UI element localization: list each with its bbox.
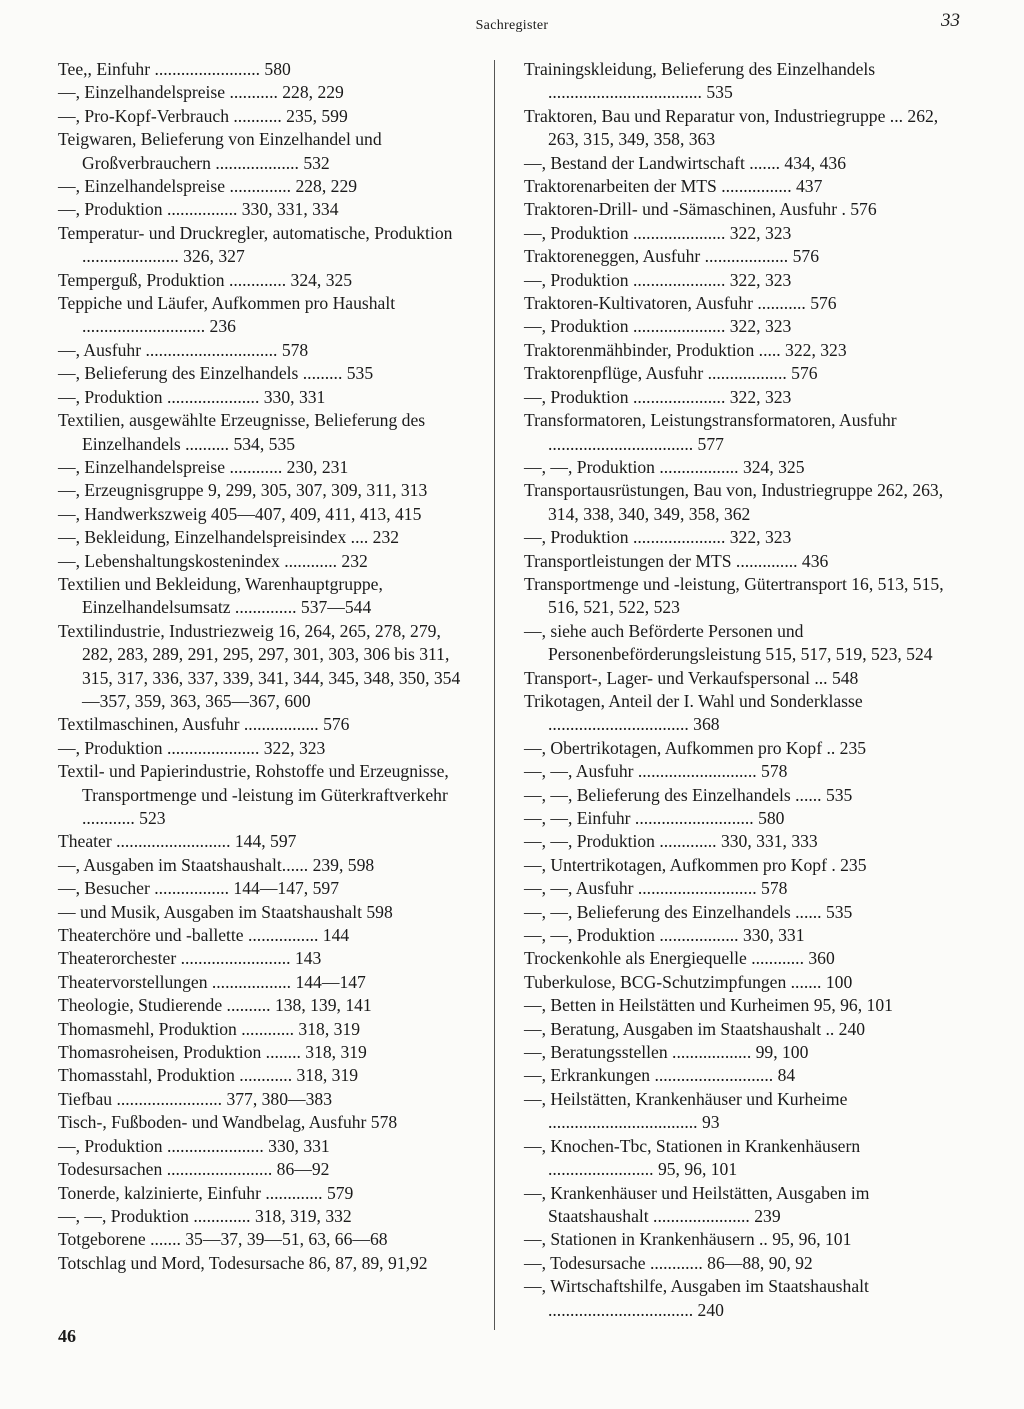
index-entry: —, siehe auch Beförderte Personen und Personenbeförderungsleistung 515, 517, 519, 523, 524: [524, 620, 933, 665]
index-entry: —, Produktion ..................... 322, 323: [524, 316, 792, 337]
index-entry: Thomasstahl, Produktion ............ 318, 319: [58, 1065, 359, 1086]
index-entry: Transport-, Lager- und Verkaufspersonal ... 548: [524, 667, 859, 688]
index-entry: —, Bestand der Landwirtschaft ....... 434, 436: [524, 152, 846, 173]
index-entry: Trockenkohle als Energiequelle ............ 360: [524, 948, 835, 969]
index-entry: Trainingskleidung, Belieferung des Einzelhandels ................................... 535: [524, 59, 876, 103]
index-entry: Theologie, Studierende .......... 138, 139, 141: [58, 995, 372, 1016]
index-entry: Totschlag und Mord, Todesursache 86, 87, 89, 91,92: [58, 1252, 428, 1273]
index-entry: Transformatoren, Leistungstransformatoren, Ausfuhr ................................. 577: [524, 410, 897, 454]
index-entry: —, Wirtschaftshilfe, Ausgaben im Staatshaushalt ................................. 240: [524, 1276, 869, 1320]
index-entry: —, Knochen-Tbc, Stationen in Krankenhäusern ........................ 95, 96, 101: [524, 1135, 861, 1180]
signature-mark: 46: [58, 1326, 76, 1346]
page-number: 33: [941, 10, 960, 31]
index-entry: —, Produktion ...................... 330, 331: [58, 1135, 330, 1156]
index-entry: —, Krankenhäuser und Heilstätten, Ausgaben im Staatshaushalt ...................... 239: [524, 1182, 870, 1226]
index-entry: —, Belieferung des Einzelhandels ......... 535: [58, 363, 374, 384]
index-entry: Theaterorchester ......................... 143: [58, 948, 322, 969]
index-entry: —, Handwerkszweig 405—407, 409, 411, 413, 415: [58, 503, 422, 524]
index-entry: Traktoreneggen, Ausfuhr ................... 576: [524, 246, 819, 267]
index-entry: —, Beratung, Ausgaben im Staatshaushalt .. 240: [524, 1018, 866, 1039]
index-entry: Tuberkulose, BCG-Schutzimpfungen ....... 100: [524, 971, 853, 992]
index-entry: Transportleistungen der MTS .............. 436: [524, 550, 829, 571]
index-entry: —, Besucher ................. 144—147, 597: [58, 878, 339, 899]
index-entry: Teigwaren, Belieferung von Einzelhandel und Großverbrauchern ................... 532: [58, 129, 382, 173]
index-entry: Traktorenpflüge, Ausfuhr .................. 576: [524, 363, 818, 384]
index-entry: Textilmaschinen, Ausfuhr ................. 576: [58, 714, 350, 735]
index-entry: —, Erkrankungen ........................... 84: [524, 1065, 796, 1086]
index-entry: —, Einzelhandelspreise ........... 228, 229: [58, 82, 344, 103]
index-entry: —, Ausfuhr .............................. 578: [58, 339, 309, 360]
index-entry: Temperatur- und Druckregler, automatische, Produktion ...................... 326, 327: [58, 222, 453, 267]
index-entry: Todesursachen ........................ 86—92: [58, 1159, 330, 1180]
index-entry: Tee,, Einfuhr ........................ 580: [58, 59, 291, 79]
index-entry: —, Einzelhandelspreise .............. 228, 229: [58, 176, 358, 197]
index-entry: Textilien und Bekleidung, Warenhauptgruppe, Einzelhandelsumsatz .............. 537—544: [58, 573, 383, 618]
index-entry: Theaterchöre und -ballette ................ 144: [58, 925, 350, 946]
index-entry: Thomasroheisen, Produktion ........ 318, 319: [58, 1042, 367, 1063]
index-entry: — und Musik, Ausgaben im Staatshaushalt 598: [58, 901, 393, 922]
index-entry: Transportmenge und -leistung, Gütertransport 16, 513, 515, 516, 521, 522, 523: [524, 573, 944, 618]
index-entry: Textilindustrie, Industriezweig 16, 264, 265, 278, 279, 282, 283, 289, 291, 295, 297, 301, 303, 306 bis 311, 315, 317, 336, 337, 339, 341, 344, 345, 348, 350, 354—357, 359, 363, 365—367, 600: [58, 620, 461, 711]
index-entry: Tisch-, Fußboden- und Wandbelag, Ausfuhr 578: [58, 1112, 398, 1133]
index-entry: —, —, Ausfuhr ........................... 578: [524, 878, 788, 899]
index-entry: Textilien, ausgewählte Erzeugnisse, Belieferung des Einzelhandels .......... 534, 535: [58, 410, 426, 454]
index-entry: —, Einzelhandelspreise ............ 230, 231: [58, 456, 349, 477]
index-entry: Totgeborene ....... 35—37, 39—51, 63, 66—68: [58, 1229, 388, 1250]
index-entry: —, Beratungsstellen .................. 99, 100: [524, 1042, 809, 1063]
index-entry: —, —, Produktion ............. 318, 319, 332: [58, 1205, 352, 1226]
index-entry: Tonerde, kalzinierte, Einfuhr ............. 579: [58, 1182, 354, 1203]
index-entry: Theater .......................... 144, 597: [58, 831, 297, 852]
index-entry: Traktorenmähbinder, Produktion ..... 322, 323: [524, 339, 847, 360]
index-entry: Temperguß, Produktion ............. 324, 325: [58, 269, 353, 290]
column-divider: [494, 60, 495, 1330]
index-entry: Trikotagen, Anteil der I. Wahl und Sonderklasse ................................ 368: [524, 690, 863, 735]
running-title: Sachregister: [475, 18, 549, 33]
index-column-right: [524, 58, 958, 1322]
index-entry: —, Pro-Kopf-Verbrauch ........... 235, 599: [58, 105, 348, 126]
index-entry: —, —, Produktion .................. 324, 325: [524, 456, 805, 477]
index-entry: —, Erzeugnisgruppe 9, 299, 305, 307, 309, 311, 313: [58, 480, 428, 501]
index-entry: —, —, Belieferung des Einzelhandels ...... 535: [524, 901, 853, 922]
index-entry: Traktoren-Drill- und -Sämaschinen, Ausfuhr . 576: [524, 199, 877, 220]
index-entry: —, —, Produktion ............. 330, 331, 333: [524, 831, 818, 852]
index-entry: —, Produktion ..................... 330, 331: [58, 386, 326, 407]
index-entry: Textil- und Papierindustrie, Rohstoffe und Erzeugnisse, Transportmenge und -leistung im Güterkraftverkehr ............ 523: [58, 761, 449, 828]
index-entry: —, Betten in Heilstätten und Kurheimen 95, 96, 101: [524, 995, 893, 1016]
index-entry: —, Produktion ..................... 322, 323: [524, 222, 792, 243]
index-entry: —, Produktion ..................... 322, 323: [58, 737, 326, 758]
index-entry: Tiefbau ........................ 377, 380—383: [58, 1088, 333, 1109]
index-entry: —, Lebenshaltungskostenindex ............ 232: [58, 550, 368, 571]
index-column-left: [58, 58, 476, 1275]
index-entry: —, Produktion ..................... 322, 323: [524, 269, 792, 290]
index-entry: Traktoren, Bau und Reparatur von, Industriegruppe ... 262, 263, 315, 349, 358, 363: [524, 105, 939, 150]
index-entry: —, Produktion ..................... 322, 323: [524, 386, 792, 407]
index-entry: —, —, Ausfuhr ........................... 578: [524, 761, 788, 782]
index-entry: —, —, Belieferung des Einzelhandels ...... 535: [524, 784, 853, 805]
index-entry: Transportausrüstungen, Bau von, Industriegruppe 262, 263, 314, 338, 340, 349, 358, 362: [524, 480, 944, 524]
index-entry: —, Obertrikotagen, Aufkommen pro Kopf .. 235: [524, 737, 867, 758]
index-entry: Traktoren-Kultivatoren, Ausfuhr ........... 576: [524, 293, 837, 314]
index-entry: Traktorenarbeiten der MTS ................ 437: [524, 176, 823, 197]
index-entry: —, —, Einfuhr ........................... 580: [524, 808, 785, 828]
index-entry: —, Stationen in Krankenhäusern .. 95, 96, 101: [524, 1229, 852, 1250]
index-entry: —, Todesursache ............ 86—88, 90, 92: [524, 1252, 813, 1273]
index-entry: —, Bekleidung, Einzelhandelspreisindex .... 232: [58, 527, 400, 548]
index-entry: Teppiche und Läufer, Aufkommen pro Haushalt ............................ 236: [58, 293, 396, 337]
index-entry: —, Untertrikotagen, Aufkommen pro Kopf . 235: [524, 854, 867, 875]
index-entry: Thomasmehl, Produktion ............ 318, 319: [58, 1018, 361, 1039]
index-entry: —, Ausgaben im Staatshaushalt...... 239, 598: [58, 854, 375, 875]
index-entry: —, —, Produktion .................. 330, 331: [524, 925, 805, 946]
index-entry: —, Heilstätten, Krankenhäuser und Kurheime .................................. 93: [524, 1088, 848, 1133]
index-entry: —, Produktion ................ 330, 331, 334: [58, 199, 339, 220]
index-entry: Theatervorstellungen .................. 144—147: [58, 971, 366, 992]
index-entry: —, Produktion ..................... 322, 323: [524, 527, 792, 548]
